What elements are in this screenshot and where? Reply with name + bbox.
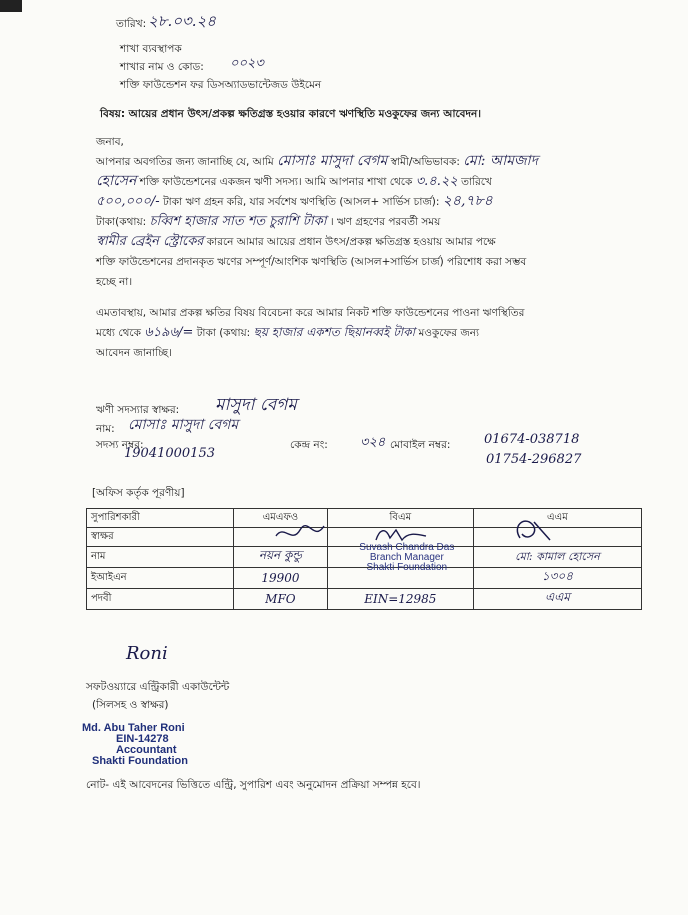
accountant-line-1: সফটওয়্যারে এন্ট্রিকারী একাউন্টেন্ট	[86, 681, 230, 693]
accountant-line-2: (সিলসহ ও স্বাক্ষর)	[92, 699, 169, 711]
accountant-signature: Roni	[126, 643, 168, 664]
mfo-signature	[274, 522, 334, 544]
guardian-label: স্বামী/অভিভাবক:	[390, 156, 460, 168]
body-line-2	[96, 172, 636, 192]
scan-corner-mark	[0, 0, 22, 12]
table-row	[87, 547, 642, 568]
request-paragraph	[96, 303, 636, 363]
request-line-3: আবেদন জানাচ্ছি।	[96, 347, 172, 359]
table-row	[87, 568, 642, 589]
am-signature-cell	[473, 528, 641, 547]
body-text: মধ্যে থেকে	[96, 327, 141, 339]
member-name-value: মোসাঃ মাসুদা বেগম	[128, 417, 239, 433]
body-line-6: শক্তি ফাউন্ডেশনের প্রদানকৃত ঋণের সম্পূর্ণ/আংশিক ঋণস্থিতি (আসল+সার্ভিস চার্জ) পরিশোধ করা সম্ভব	[96, 256, 527, 268]
body-text: টাকা(কথায়:	[96, 216, 147, 228]
request-line-1: এমতাবস্থায়, আমার প্রকল্প ক্ষতির বিষয় বিবেচনা করে আমার নিকট শক্তি ফাউন্ডেশনের পাওনা ঋণস্থিতির	[96, 307, 525, 319]
mobile-1: 01674-038718	[484, 432, 580, 447]
mobile-2: 01754-296827	[486, 452, 582, 467]
body-line-4	[96, 212, 636, 232]
member-name-handwritten: মোসাঃ মাসুদা বেগম	[277, 153, 388, 169]
bm-stamp-org: Shakti Foundation	[366, 562, 448, 573]
row-label: স্বাক্ষর	[87, 528, 234, 547]
bm-stamp-cell	[327, 542, 473, 573]
mobile-label: মোবাইল নম্বর:	[390, 439, 451, 451]
branch-manager-label: শাখা ব্যবস্থাপক	[120, 43, 182, 55]
table-cell	[327, 568, 473, 589]
body-text: শক্তি ফাউন্ডেশনের একজন ঋণী সদস্য। আমি আপনার শাখা থেকে	[139, 176, 413, 188]
body-text: তারিখে	[461, 176, 492, 188]
body-text: টাকা (কথায়:	[196, 327, 251, 339]
table-header-cell: এমএফও	[234, 509, 328, 528]
am-ein: ১৩০৪	[541, 569, 574, 583]
member-signature-label: ঋণী সদস্যার স্বাক্ষর:	[96, 404, 180, 416]
accountant-stamp-title: Accountant	[116, 744, 177, 756]
body-paragraph	[96, 152, 636, 292]
body-line-1	[96, 152, 636, 172]
guardian-handwritten: মো: আমজাদ	[463, 153, 538, 169]
table-row	[87, 589, 642, 610]
body-line-7: হচ্ছে না।	[96, 276, 133, 288]
member-signature: মাসুদা বেগম	[215, 395, 297, 415]
table-cell	[234, 568, 328, 589]
guardian-handwritten-cont: হোসেন	[96, 173, 137, 189]
mfo-name: নয়ন কুন্ডু	[258, 548, 302, 562]
body-text: আপনার অবগতির জন্য জানাচ্ছি যে, আমি	[96, 156, 274, 168]
body-text: কারনে আমার আয়ের প্রধান উৎস/প্রকল্প ক্ষতিগ্রস্ত হওয়ায় আমার পক্ষে	[206, 236, 496, 248]
salutation: জনাব,	[96, 136, 124, 148]
member-name-label: নাম:	[96, 423, 115, 435]
am-designation: এএম	[544, 590, 570, 604]
accountant-stamp-name: Md. Abu Taher Roni	[82, 722, 185, 734]
member-number-value: 19041000153	[124, 446, 215, 461]
waiver-words-handwritten: ছয় হাজার একশত ছিয়ানব্বই টাকা	[253, 325, 416, 339]
am-signature	[510, 516, 560, 546]
branch-name-code-label: শাখার নাম ও কোড:	[120, 61, 204, 73]
org-line: শক্তি ফাউন্ডেশন ফর ডিসঅ্যাডভান্টেজড উইমেন	[120, 79, 322, 91]
bm-stamp-title: Branch Manager	[369, 552, 444, 563]
branch-code-value: ০০২৩	[230, 56, 264, 71]
accountant-stamp-ein: EIN-14278	[116, 733, 169, 745]
row-label: নাম	[87, 547, 234, 568]
body-line-3	[96, 192, 636, 212]
body-text: । ঋণ গ্রহণের পরবর্তী সময়	[329, 216, 441, 228]
center-value: ৩২৪	[360, 435, 386, 450]
mfo-designation: MFO	[265, 592, 296, 606]
table-cell	[473, 568, 641, 589]
bm-ein: EIN=12985	[364, 592, 437, 606]
table-header-cell: সুপারিশকারী	[87, 509, 234, 528]
accountant-stamp-org: Shakti Foundation	[92, 755, 188, 767]
reason-handwritten: স্বামীর ব্রেইন স্ট্রোকের	[96, 234, 204, 249]
table-cell	[234, 547, 328, 568]
table-cell	[234, 589, 328, 610]
table-cell	[327, 589, 473, 610]
row-label: ইআইএন	[87, 568, 234, 589]
member-number-label: সদস্য নম্বর:	[96, 439, 144, 451]
table-cell	[473, 589, 641, 610]
am-name: মো: কামাল হোসেন	[515, 549, 600, 563]
request-line-2	[96, 323, 636, 343]
office-caption: [অফিস কর্তৃক পূরণীয়]	[92, 487, 185, 499]
waiver-amount-handwritten: ৬১৯৬/=	[144, 325, 194, 340]
balance-handwritten: ২৪,৭৮৪	[442, 193, 493, 209]
table-header-cell: এএম	[473, 509, 641, 528]
office-table	[86, 508, 642, 610]
table-cell	[473, 547, 641, 568]
date-label: তারিখ:	[116, 18, 147, 30]
bm-stamp-name: Suvash Chandra Das	[359, 542, 455, 553]
loan-date-handwritten: ৩.৪.২২	[415, 174, 458, 189]
mfo-signature-cell	[234, 528, 328, 547]
mfo-ein: 19900	[261, 571, 300, 585]
loan-amount-handwritten: ৫০০,০০০/-	[96, 194, 160, 209]
subject-line: বিষয়: আয়ের প্রধান উৎস/প্রকল্প ক্ষতিগ্রস্ত হওয়ার কারণে ঋণস্থিতি মওকুফের জন্য আবেদন।	[100, 108, 482, 120]
accountant-stamp	[82, 723, 188, 767]
balance-words-handwritten: চব্বিশ হাজার সাত শত চুরাশি টাকা	[149, 214, 327, 229]
body-text: মওকুফের জন্য	[418, 327, 480, 339]
center-label: কেন্দ্র নং:	[290, 439, 328, 451]
footer-note: নোট- এই আবেদনের ভিত্তিতে এন্ট্রি, সুপারিশ এবং অনুমোদন প্রক্রিয়া সম্পন্ন হবে।	[86, 779, 421, 791]
body-line-5	[96, 232, 636, 252]
table-header-cell: বিএম	[327, 509, 473, 528]
body-text: টাকা ঋণ গ্রহন করি, যার সর্বশেষ ঋণস্থিতি (আসল+ সার্ভিস চার্জ):	[162, 196, 440, 208]
row-label: পদবী	[87, 589, 234, 610]
date-value: ২৮.০৩.২৪	[148, 12, 217, 30]
